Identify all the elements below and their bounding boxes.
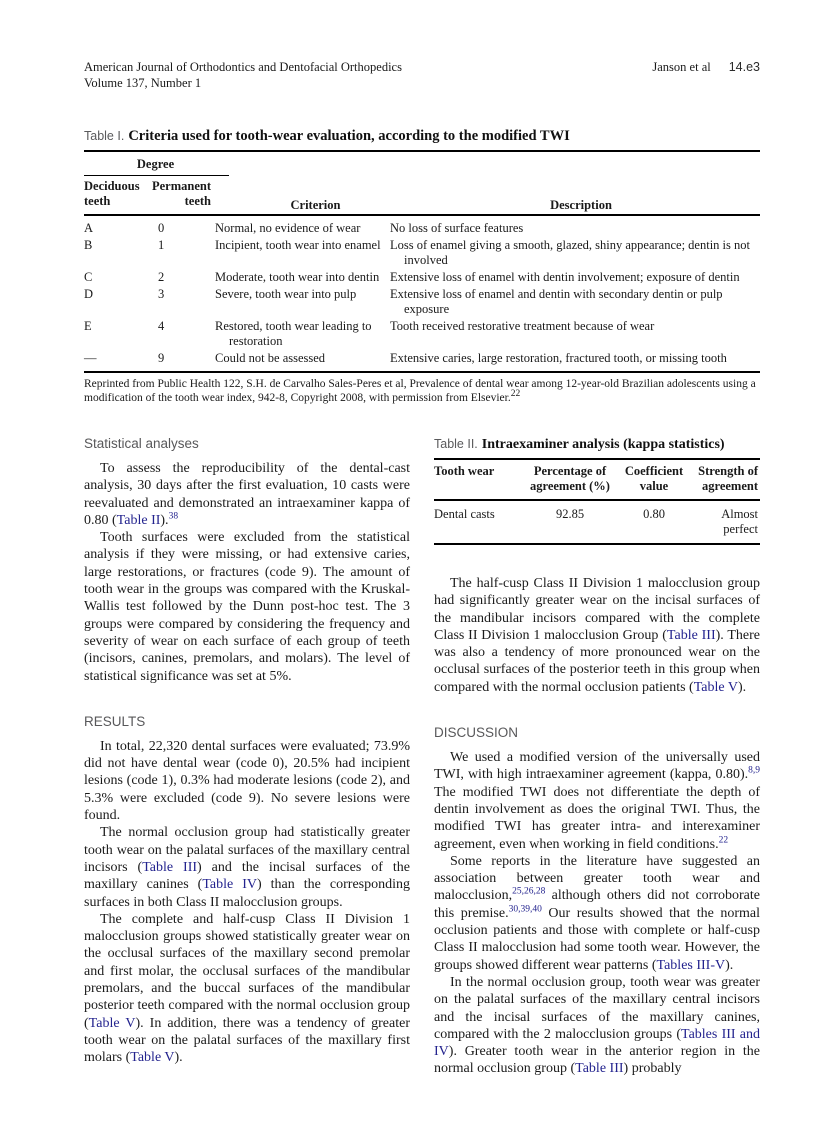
text-segment: ).: [174, 1050, 183, 1066]
text-segment: Reprinted from Public Health 122, S.H. de Carvalho Sales-Peres et al, Prevalence of dental wear among 12-year-old Brazilian adolescents using a modification of the tooth wear index, 942-8, Copyright 2008, with permission from Elsevier.: [84, 378, 756, 404]
cell-permanent: 2: [158, 270, 165, 284]
table1-header-deciduous: Deciduous teeth: [84, 176, 152, 216]
cross-ref-link[interactable]: Tables III and IV: [434, 1026, 761, 1060]
table1-colgroup-degree: Degree: [84, 151, 229, 176]
cell-permanent: 9: [158, 351, 165, 365]
text-segment: ).: [725, 957, 734, 973]
table1: [84, 150, 760, 373]
table1-header-criterion: Criterion: [229, 151, 404, 215]
table2-header-tooth-wear: Tooth wear: [434, 459, 522, 500]
paragraph: [434, 974, 760, 1078]
table2-label: Table II.: [434, 437, 478, 451]
table-row: [434, 500, 760, 544]
cell-criterion: Severe, tooth wear into pulp: [215, 287, 357, 301]
cell-criterion: Normal, no evidence of wear: [215, 221, 361, 235]
table2-block: [434, 435, 760, 545]
text-segment: Some reports in the literature have suggested an association between greater tooth wear and malocclusion,: [434, 853, 760, 904]
cell-deciduous: E: [84, 319, 92, 333]
text-segment: In the normal occlusion group, tooth wear was greater on the palatal surfaces of the maxillary central incisors and the incisal surfaces of the maxillary canines, compared with the 2 malocclusion groups (: [434, 974, 760, 1042]
citation-link[interactable]: 8,9: [748, 765, 760, 776]
text-segment: ) probably: [623, 1061, 682, 1077]
cross-ref-link[interactable]: Table III: [666, 627, 716, 643]
cross-ref-link[interactable]: Table IV: [202, 877, 257, 893]
table1-title: Criteria used for tooth-wear evaluation, according to the modified TWI: [128, 128, 570, 144]
cross-ref-link[interactable]: Table III: [575, 1061, 624, 1077]
citation-link[interactable]: 25,26,28: [512, 886, 546, 897]
table2-header-percentage: Percentage of agreement (%): [522, 459, 618, 500]
table-row: [84, 269, 760, 286]
text-segment: ).: [737, 679, 747, 695]
cell-description: Extensive loss of enamel and dentin with secondary dentin or pulp exposure: [390, 287, 723, 316]
cell-strength: Almost perfect: [721, 507, 758, 536]
cross-ref-link[interactable]: Table V: [130, 1050, 175, 1066]
journal-volume: Volume 137, Number 1: [84, 75, 202, 90]
journal-title: American Journal of Orthodontics and Dentofacial Orthopedics: [84, 60, 402, 74]
table1-header-description: Description: [404, 151, 760, 215]
table1-caption: [84, 127, 760, 145]
cell-criterion: Incipient, tooth wear into enamel: [215, 238, 381, 252]
paragraph: [434, 749, 760, 853]
text-segment: The half-cusp Class II Division 1 malocclusion group had significantly greater wear on the incisal surfaces of the mandibular incisors compared with the complete Class II Division 1 malocclusion Group (: [434, 576, 760, 643]
cross-ref-link[interactable]: Table V: [88, 1015, 136, 1031]
cell-deciduous: C: [84, 270, 93, 284]
table1-label: Table I.: [84, 129, 125, 143]
text-segment: ). In addition, there was a tendency of greater tooth wear on the palatal surfaces of the maxillary first molars (: [84, 1015, 410, 1066]
table2-title: Intraexaminer analysis (kappa statistics): [481, 437, 725, 452]
text-segment: ). Greater tooth wear in the anterior region in the normal occlusion group (: [434, 1044, 760, 1077]
section-heading-statistical-analyses: Statistical analyses: [84, 436, 199, 451]
right-column: [434, 435, 760, 1078]
cell-coefficient: 0.80: [643, 507, 665, 521]
cell-description: Tooth received restorative treatment because of wear: [390, 319, 655, 333]
table2: [434, 458, 760, 545]
cell-description: Loss of enamel giving a smooth, glazed, shiny appearance; dentin is not involved: [390, 238, 750, 267]
cross-ref-link[interactable]: Tables III-V: [656, 957, 726, 973]
table-row: [84, 318, 760, 350]
cell-tooth-wear: Dental casts: [434, 507, 495, 521]
cell-deciduous: B: [84, 238, 93, 252]
paragraph: [84, 460, 410, 529]
cell-deciduous: A: [84, 221, 94, 235]
cell-criterion: Could not be assessed: [215, 351, 326, 365]
cell-deciduous: —: [84, 351, 97, 365]
paragraph: [84, 824, 410, 910]
cell-permanent: 3: [158, 287, 165, 301]
cell-criterion: Moderate, tooth wear into dentin: [215, 270, 380, 284]
paragraph: [434, 853, 760, 974]
cross-ref-link[interactable]: Table V: [693, 679, 738, 695]
citation-link[interactable]: 22: [718, 834, 729, 845]
article-body: [84, 435, 760, 1078]
authors-citation: Janson et al: [652, 60, 711, 74]
text-segment: ).: [160, 512, 169, 528]
cell-permanent: 1: [158, 238, 165, 252]
cell-percentage: 92.85: [555, 507, 585, 521]
cell-criterion: Restored, tooth wear leading to restoration: [215, 319, 372, 348]
paragraph: [84, 738, 410, 824]
table1-header-permanent: Permanent teeth: [152, 176, 229, 216]
left-column: [84, 435, 410, 1078]
cell-description: Extensive loss of enamel with dentin involvement; exposure of dentin: [390, 270, 740, 284]
text-segment: Our results showed that the normal occlusion patients and those with complete or half-cusp Class II malocclusion had some tooth wear. However, the groups showed different wear patterns (: [434, 905, 761, 973]
text-segment: We used a modified version of the universally used TWI, with high intraexaminer agreement (kappa, 0.80).: [434, 750, 760, 783]
cell-deciduous: D: [84, 287, 94, 301]
section-heading-discussion: DISCUSSION: [434, 725, 519, 741]
table-row: [84, 237, 760, 269]
cell-description: Extensive caries, large restoration, fractured tooth, or missing tooth: [390, 351, 727, 365]
page-header: [84, 60, 760, 91]
table-row: [84, 215, 760, 237]
page-number: 14.e3: [728, 60, 760, 74]
text-segment: 22: [510, 389, 521, 400]
paragraph: [84, 911, 410, 1067]
table2-header-coefficient: Coefficient value: [618, 459, 690, 500]
header-right: [652, 60, 760, 76]
text-segment: Tooth surfaces were excluded from the statistical analysis if they were missing, or had extensive caries, large restorations, or fractures (code 9). The amount of tooth wear in the groups was compared with the Kruskal-Wallis test followed by the Dunn post-hoc test. The 3 groups were compared by considering the frequency and severity of wear on each surface of each group of teeth (incisors, canines, premolars, and molars). The level of statistical significance was set at 5%.: [84, 530, 410, 684]
table-row: [84, 350, 760, 372]
text-segment: The complete and half-cusp Class II Division 1 malocclusion groups showed statistically greater wear on the occlusal surfaces of the maxillary second premolar and first molar, the occlusal surfaces of the mandibular premolars, and the buccal surfaces of the mandibular posterior teeth compared with the normal occlusion group (: [84, 911, 410, 1031]
journal-identification: [84, 60, 402, 91]
text-segment: In total, 22,320 dental surfaces were evaluated; 73.9% did not have dental wear (code 0), 20.5% had incipient lesions (code 1), 0.3% had moderate lesions (code 2), and 5.3% were excluded (code 9). No severe lesions were found.: [84, 738, 410, 824]
text-segment: ) and the incisal surfaces of the maxillary canines (: [84, 859, 410, 893]
table1-footnote: [84, 377, 760, 405]
table2-caption: [434, 435, 760, 453]
cross-ref-link[interactable]: Table III: [142, 859, 198, 875]
text-segment: ) than the corresponding surfaces in both Class II malocclusion groups.: [84, 877, 410, 910]
text-segment: The normal occlusion group had statistically greater tooth wear on the palatal surfaces of the maxillary central incisors (: [84, 825, 410, 875]
cell-permanent: 0: [158, 221, 165, 235]
cell-permanent: 4: [158, 319, 165, 333]
section-heading-results: RESULTS: [84, 713, 146, 729]
table2-header-strength: Strength of agreement: [690, 459, 760, 500]
cell-description: No loss of surface features: [390, 221, 524, 235]
citation-link[interactable]: 38: [168, 511, 179, 522]
paragraph: [84, 529, 410, 685]
table-row: [84, 286, 760, 318]
cross-ref-link[interactable]: Table II: [116, 512, 161, 528]
paragraph: [434, 575, 760, 696]
citation-link[interactable]: 30,39,40: [508, 904, 542, 915]
text-segment: To assess the reproducibility of the dental-cast analysis, 30 days after the first evaluation, 10 casts were reevaluated and demonstrated an intraexaminer kappa of 0.80 (: [84, 461, 410, 528]
text-segment: ). There was also a tendency of more pronounced wear on the occlusal surfaces of the posterior teeth in this group when compared with the normal occlusion patients (: [434, 627, 760, 695]
text-segment: although others did not corroborate this premise.: [434, 888, 760, 921]
text-segment: The modified TWI does not differentiate the depth of dentin involvement as does the original TWI. Thus, the modified TWI has greater intra- and interexaminer agreement, even when working in field conditions.: [434, 784, 760, 852]
